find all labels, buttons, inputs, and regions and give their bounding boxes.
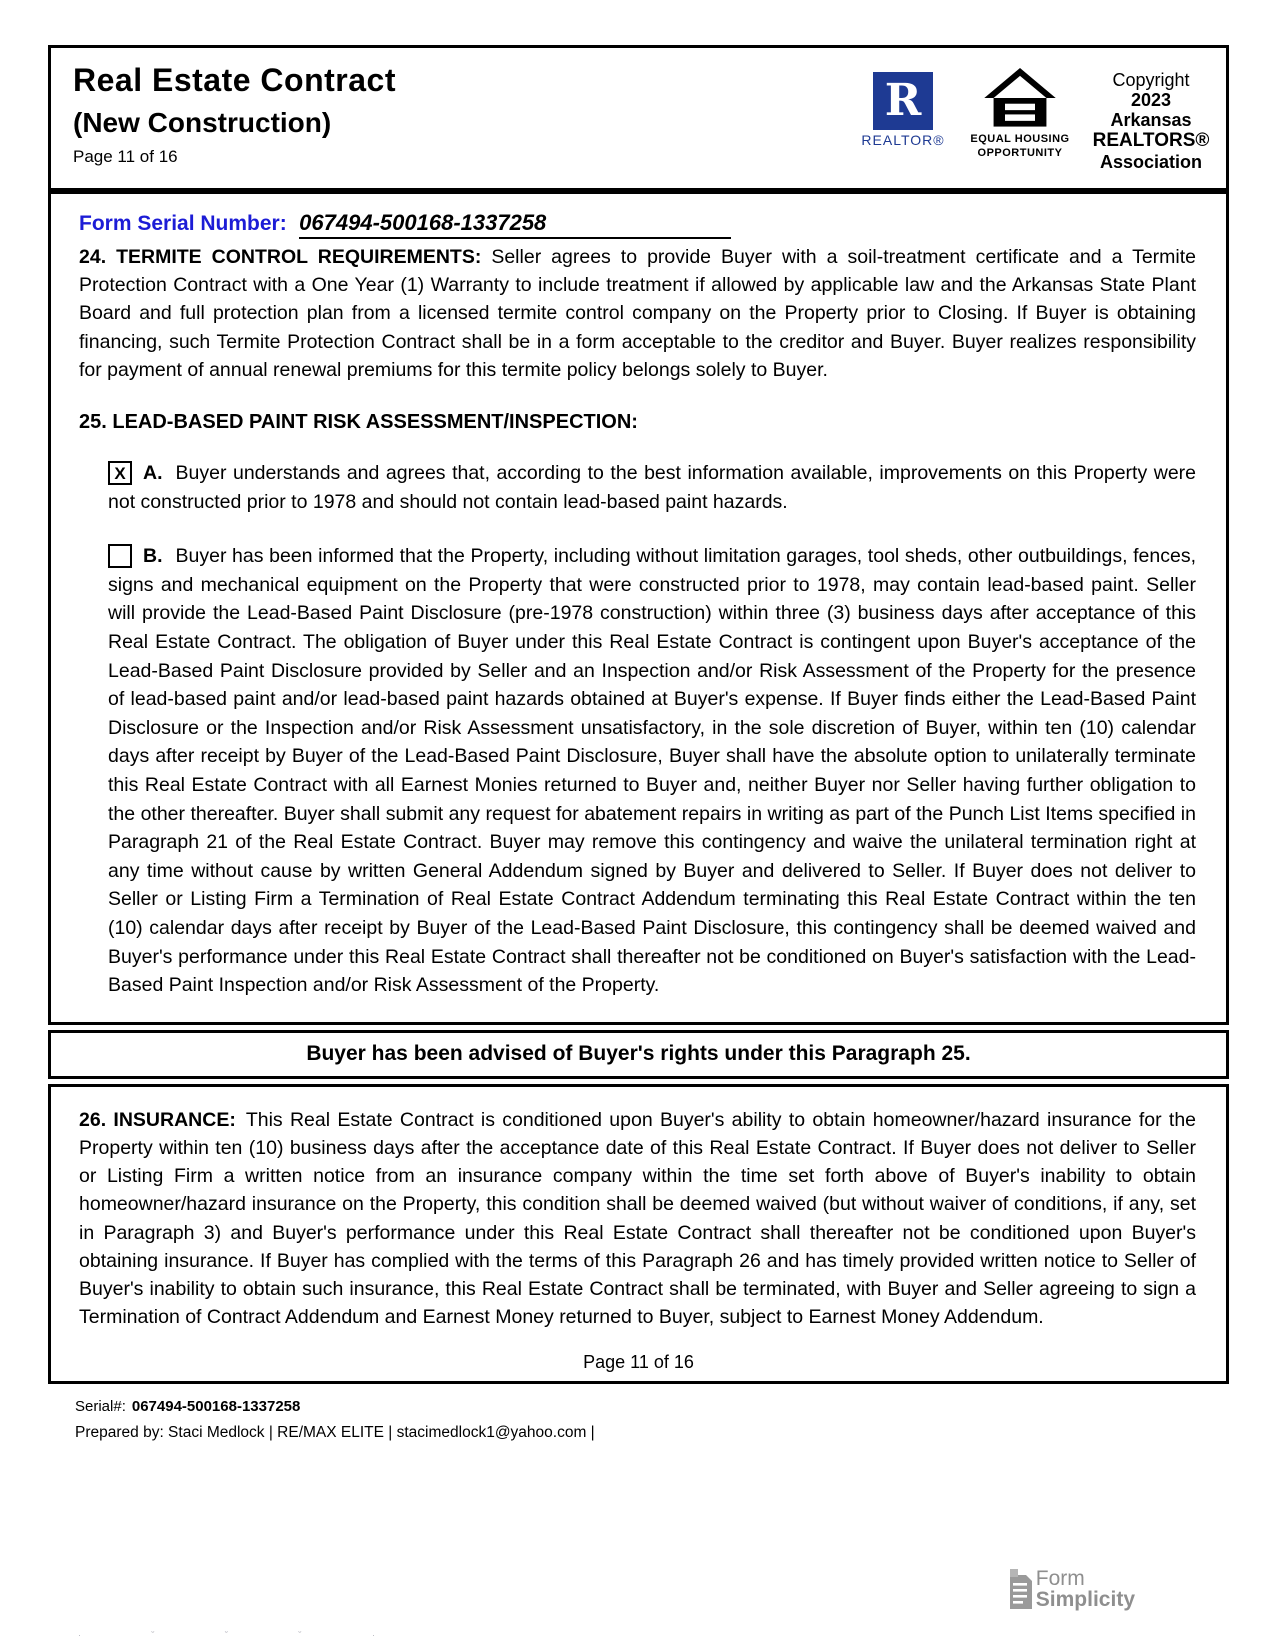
- copyright-year: 2023: [1130, 90, 1172, 111]
- header-titles: [73, 62, 396, 180]
- scan-artifacts: · ˘ ˘ ˘ ·: [78, 1630, 409, 1640]
- paragraph-26-body: This Real Estate Contract is conditioned upon Buyer's ability to obtain homeowner/hazard insurance for the Property within ten (10) business days after the acceptance date of this Real Estate Contract. If Buyer does not deliver to Seller or Listing Firm a written notice from an insurance company within the time set forth above of Buyer's inability to obtain homeowner/hazard insurance on the Property, this condition shall be deemed waived (but without waiver of conditions, if any, set in Paragraph 3) and Buyer's performance under this Real Estate Contract shall thereafter not be conditioned upon Buyer's obtaining insurance. If Buyer has complied with the terms of this Paragraph 26 and has timely provided written notice to Seller of Buyer's inability to obtain such insurance, this Real Estate Contract shall be terminated, with Buyer and Seller agreeing to sign a Termination of Contract Addendum and Earnest Money returned to Buyer, subject to Earnest Money Addendum.: [79, 1108, 1197, 1329]
- option-b-checkbox[interactable]: [108, 544, 132, 568]
- paragraph-24-termite: [51, 243, 1226, 384]
- copyright-state: Arkansas: [1110, 110, 1192, 131]
- copyright-association: Association: [1099, 151, 1203, 172]
- equal-housing-caption-line2: OPPORTUNITY: [977, 146, 1063, 159]
- form-serial-label: Form Serial Number:: [79, 212, 287, 235]
- document-title: Real Estate Contract: [73, 62, 396, 98]
- equal-housing-caption-line1: EQUAL HOUSING: [970, 133, 1070, 145]
- footer-serial-label: Serial#:: [75, 1398, 126, 1416]
- page-indicator: Page 11 of 16: [73, 147, 178, 166]
- form-simplicity-doc-icon: [1002, 1569, 1032, 1609]
- option-a-label: A.: [143, 462, 163, 485]
- option-a-checkbox[interactable]: X: [108, 461, 132, 485]
- realtor-logo-icon: [873, 72, 933, 130]
- copyright-org: REALTORS®: [1092, 130, 1210, 152]
- realtor-caption: REALTOR®: [861, 132, 945, 148]
- equal-housing-house-icon: [984, 68, 1056, 128]
- equal-housing-logo: [968, 68, 1072, 161]
- advisory-box: [48, 1030, 1229, 1079]
- paragraph-26-insurance: [51, 1106, 1226, 1332]
- paragraph-24-body: Seller agrees to provide Buyer with a soil-treatment certificate and a Termite Protection Contract with a One Year (1) Warranty to include treatment if allowed by applicable law and the Arkansas State Plant Board and full protection plan from a licensed termite control company on the Property prior to Closing. If Buyer is obtaining financing, such Termite Protection Contract shall be in a form acceptable to the creditor and Buyer. Buyer realizes responsibility for payment of annual renewal premiums for this termite policy belongs solely to Buyer.: [79, 246, 1196, 381]
- option-a-text: Buyer understands and agrees that, according to the best information available, improvements on this Property were not constructed prior to 1978 and should not contain lead-based paint hazards.: [108, 462, 1196, 513]
- option-b-text: Buyer has been informed that the Property, including without limitation garages, tool sheds, other outbuildings, fences, signs and mechanical equipment on the Property that were constructed prior to 1978, may contain lead-based paint. Seller will provide the Lead-Based Paint Disclosure (pre-1978 construction) within three (3) business days after acceptance of this Real Estate Contract. The obligation of Buyer under this Real Estate Contract is contingent upon Buyer's acceptance of the Lead-Based Paint Disclosure provided by Seller and an Inspection and/or Risk Assessment of the Property for the presence of lead-based paint and/or lead-based paint hazards obtained at Buyer's expense. If Buyer finds either the Lead-Based Paint Disclosure or the Inspection and/or Risk Assessment unsatisfactory, in the sole discretion of Buyer, within ten (10) calendar days after receipt by Buyer of the Lead-Based Paint Disclosure, Buyer shall have the absolute option to unilaterally terminate this Real Estate Contract with all Earnest Monies returned to Buyer and, neither Buyer nor Seller having further obligation to the other thereafter. Buyer shall submit any request for abatement repairs in writing as part of the Punch List Items specified in Paragraph 21 of the Real Estate Contract. Buyer may remove this contingency and waive the unilateral termination right at any time without cause by written General Addendum signed by Buyer and delivered to Seller. If Buyer does not deliver to Seller or Listing Firm a Termination of Real Estate Contract Addendum terminating this Real Estate Contract within the ten (10) calendar days after receipt by Buyer of the Lead-Based Paint Disclosure, this contingency shall be deemed waived and Buyer's performance under this Real Estate Contract shall thereafter not be conditioned on Buyer's satisfaction with the Lead-Based Paint Inspection and/or Risk Assessment of the Property.: [108, 545, 1196, 997]
- paragraph-24-heading: 24. TERMITE CONTROL REQUIREMENTS:: [79, 246, 482, 268]
- footer-serial-value: 067494-500168-1337258: [131, 1398, 301, 1416]
- form-simplicity-word2: Simplicity: [1035, 1588, 1135, 1611]
- advisory-statement: Buyer has been advised of Buyer's rights under this Paragraph 25.: [306, 1041, 971, 1065]
- form-simplicity-brand: [1002, 1568, 1135, 1610]
- lead-paint-option-b: [51, 542, 1226, 1000]
- copyright-block: [1092, 68, 1210, 172]
- form-simplicity-word1: Form: [1035, 1567, 1085, 1590]
- paragraph-26-heading: 26. INSURANCE:: [79, 1108, 236, 1131]
- page-number-bottom: Page 11 of 16: [583, 1352, 694, 1373]
- form-serial-row: [51, 206, 1226, 241]
- lead-paint-option-a: [51, 459, 1226, 516]
- footer-prepared-line: Prepared by: Staci Medlock | RE/MAX ELITE | stacimedlock1@yahoo.com |: [75, 1424, 595, 1442]
- realtor-r-glyph: R: [884, 75, 922, 126]
- footer-serial-line: [75, 1398, 1275, 1415]
- header-box: [48, 45, 1229, 191]
- copyright-word: Copyright: [1112, 70, 1190, 90]
- header-logos: [858, 62, 1210, 180]
- footer: [75, 1398, 1275, 1442]
- realtor-logo: [858, 68, 948, 148]
- paragraph-25-heading: 25. LEAD-BASED PAINT RISK ASSESSMENT/INSPECTION:: [79, 411, 638, 434]
- main-content-box: [48, 191, 1229, 1025]
- insurance-box: [48, 1084, 1229, 1385]
- document-subtitle: (New Construction): [73, 107, 332, 138]
- form-serial-value: 067494-500168-1337258: [299, 210, 731, 239]
- option-b-label: B.: [143, 545, 163, 568]
